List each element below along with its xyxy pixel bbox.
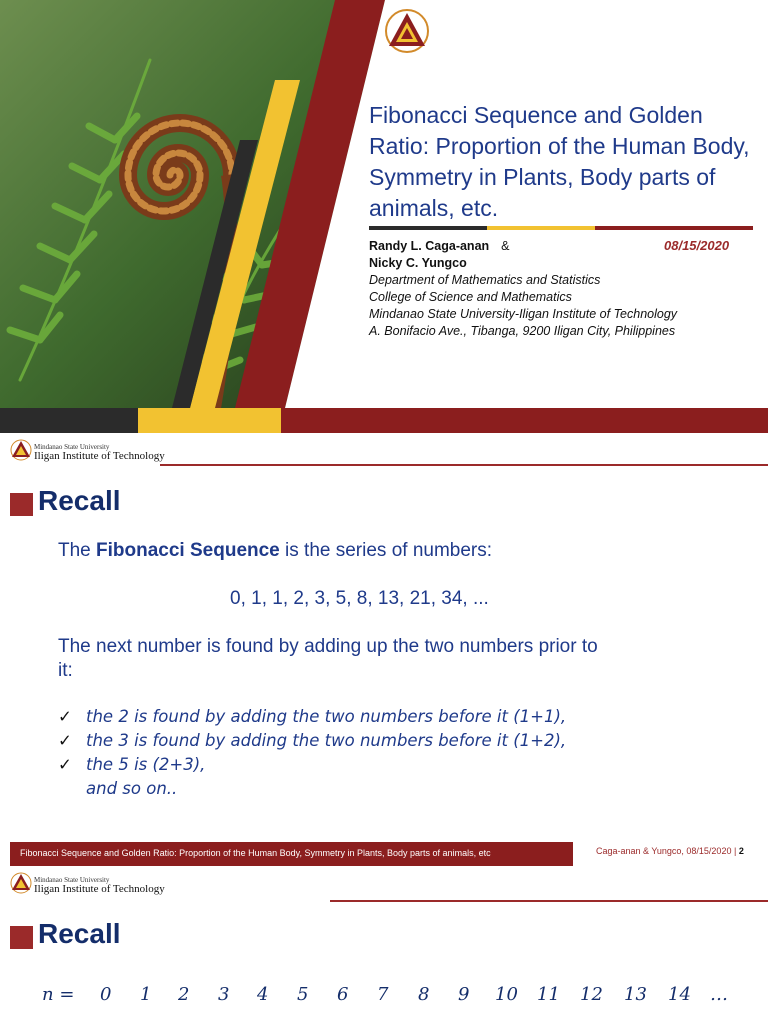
intro-term: Fibonacci Sequence [96, 540, 280, 561]
header-logo-icon [10, 439, 32, 461]
affiliation-line: Mindanao State University-Iligan Institute of Technology [369, 307, 678, 321]
presentation-date: 08/15/2020 [664, 238, 730, 253]
n-value: 11 [537, 984, 560, 1005]
bottom-bar-maroon [281, 408, 768, 433]
n-value: 4 [257, 984, 269, 1005]
n-value: … [710, 984, 728, 1005]
header-rule [330, 900, 768, 902]
check-icon: ✓ [58, 707, 72, 726]
n-value: 3 [218, 984, 230, 1005]
n-value: 6 [337, 984, 349, 1005]
presentation-title: Fibonacci Sequence and Golden Ratio: Proportion of the Human Body, Symmetry in Plants, Body parts of animals, etc. [369, 102, 750, 221]
header-university-small: Mindanao State University [34, 443, 110, 451]
author-1: Randy L. Caga-anan [369, 239, 490, 253]
footer-credit [596, 846, 744, 856]
n-label: n = [42, 984, 75, 1005]
ampersand: & [501, 239, 510, 253]
list-item [58, 729, 566, 753]
check-icon: ✓ [58, 731, 72, 750]
intro-suffix: is the series of numbers: [279, 540, 493, 561]
header-rule [160, 464, 768, 466]
list-item [58, 705, 566, 729]
rule-line: The next number is found by adding up the two numbers prior to [58, 636, 598, 657]
n-value: 8 [418, 984, 430, 1005]
n-value: 2 [178, 984, 190, 1005]
section-marker [10, 493, 33, 516]
recall-slide [0, 433, 768, 866]
title-rule-maroon [595, 226, 753, 230]
footer-credit-text: Caga-anan & Yungco, 08/15/2020 | [596, 846, 737, 856]
fibonacci-sequence: 0, 1, 1, 2, 3, 5, 8, 13, 21, 34, ... [230, 588, 489, 609]
n-value: 9 [458, 984, 470, 1005]
list-item-text: the 2 is found by adding the two numbers before it (1+1), [86, 707, 567, 726]
n-value: 7 [377, 984, 389, 1005]
title-rule-dark [369, 226, 487, 230]
affiliation-block [369, 272, 677, 340]
check-icon: ✓ [58, 755, 72, 774]
intro-sentence [58, 539, 492, 563]
n-value: 10 [495, 984, 518, 1005]
rule-text [58, 635, 718, 683]
and-so-on: and so on.. [86, 779, 178, 798]
list-item-text: the 3 is found by adding the two numbers before it (1+2), [86, 731, 567, 750]
n-value: 1 [140, 984, 152, 1005]
intro-prefix: The [58, 540, 97, 561]
list-item [58, 777, 566, 801]
header-university-small: Mindanao State University [34, 876, 110, 884]
list-item [58, 753, 566, 777]
n-value: 13 [624, 984, 647, 1005]
section-marker [10, 926, 33, 949]
n-value: 0 [100, 984, 112, 1005]
title-slide [0, 0, 768, 433]
author-block [369, 238, 510, 272]
n-value: 12 [580, 984, 603, 1005]
bottom-bar-gold [138, 408, 281, 433]
check-list [58, 705, 566, 801]
affiliation-line: A. Bonifacio Ave., Tibanga, 9200 Iligan City, Philippines [369, 324, 676, 338]
fern-fiddlehead-photo [0, 0, 400, 408]
recall-slide-2 [0, 866, 768, 1024]
n-value: 14 [668, 984, 691, 1005]
author-2: Nicky C. Yungco [369, 256, 467, 270]
section-title: Recall [38, 918, 121, 949]
bottom-bar-dark [0, 408, 138, 433]
list-item-text: the 5 is (2+3), [86, 755, 206, 774]
msu-iit-logo [384, 8, 430, 54]
n-value: 5 [297, 984, 309, 1005]
header-university-name: Iligan Institute of Technology [34, 450, 165, 462]
header-logo-icon [10, 872, 32, 894]
footer-title: Fibonacci Sequence and Golden Ratio: Proportion of the Human Body, Symmetry in Plants, Body parts of animals, etc [20, 848, 491, 858]
rule-line: it: [58, 660, 73, 681]
section-title: Recall [38, 485, 121, 516]
header-university-name: Iligan Institute of Technology [34, 883, 165, 895]
affiliation-line: Department of Mathematics and Statistics [369, 273, 601, 287]
affiliation-line: College of Science and Mathematics [369, 290, 572, 304]
page-number: 2 [738, 846, 744, 856]
title-rule-gold [487, 226, 595, 230]
